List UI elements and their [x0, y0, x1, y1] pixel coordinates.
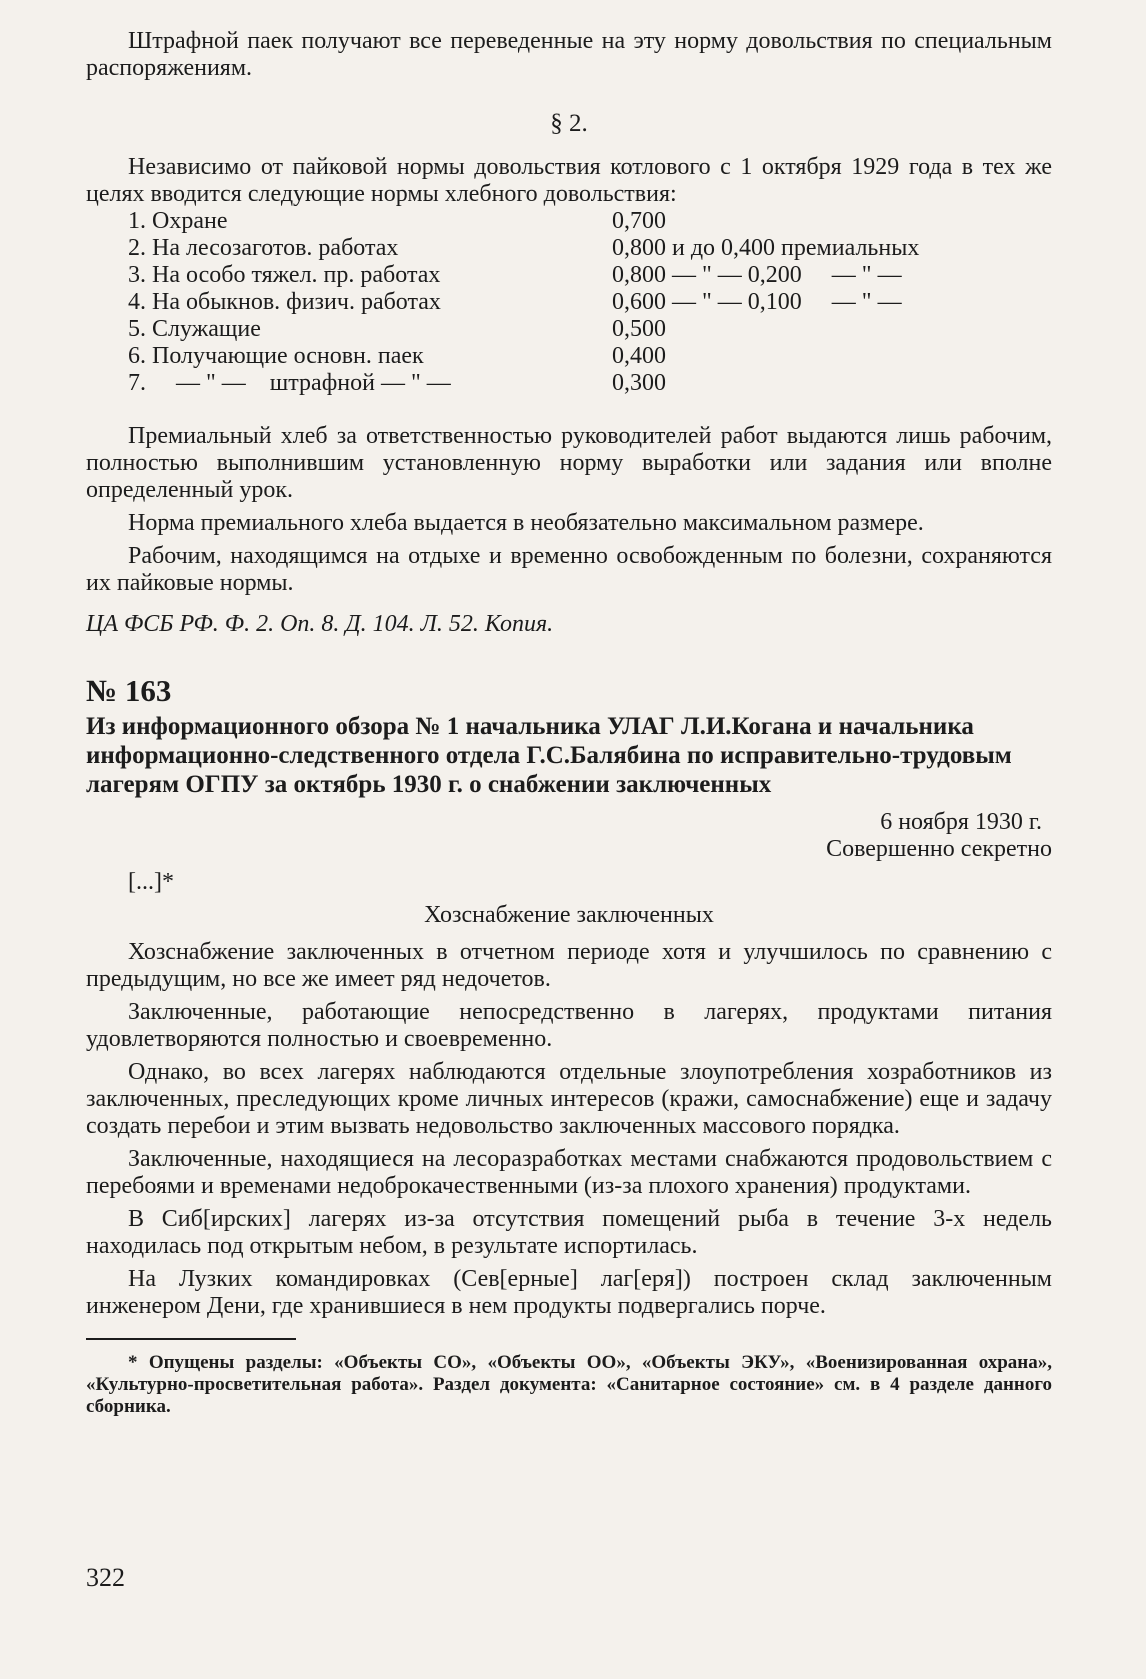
- norm-value: 0,500: [612, 316, 666, 342]
- norm-row: [128, 262, 919, 289]
- norm-row: [128, 370, 919, 397]
- page-number: 322: [86, 1563, 125, 1592]
- norm-label: 3. На особо тяжел. пр. работах: [128, 262, 441, 288]
- paragraph: Хозснабжение заключенных в отчетном периоде хотя и улучшилось по сравнению с предыдущим, но все же имеет ряд недочетов.: [86, 939, 1052, 992]
- paragraph: Норма премиального хлеба выдается в необязательно максимальном размере.: [128, 510, 924, 536]
- norm-label: 6. Получающие основн. паек: [128, 343, 424, 369]
- document-number: № 163: [86, 673, 172, 708]
- norm-value: 0,700: [612, 208, 666, 234]
- section-paragraph: Независимо от пайковой нормы довольствия котлового с 1 октября 1929 года в тех же целях вводится следующие нормы хлебного довольствия:: [86, 154, 1052, 207]
- norm-row: [128, 343, 919, 370]
- intro-paragraph: Штрафной паек получают все переведенные на эту норму довольствия по специальным распоряжениям.: [86, 28, 1052, 81]
- norm-row: [128, 208, 919, 235]
- norm-label: 4. На обыкнов. физич. работах: [128, 289, 441, 315]
- omission-mark: [...]*: [128, 869, 174, 895]
- document-title: Из информационного обзора № 1 начальника УЛАГ Л.И.Когана и начальника информационно-следственного отдела Г.С.Балябина по исправительно-трудовым лагерям ОГПУ за октябрь 1930 г. о снабжении заключенных: [86, 713, 1012, 798]
- norm-label: 7. — " — штрафной — " —: [128, 370, 451, 396]
- page-content: [86, 28, 1052, 1418]
- norm-value: 0,800 и до 0,400 премиальных: [612, 235, 920, 261]
- document-date: 6 ноября 1930 г.: [880, 809, 1042, 835]
- norm-label: 2. На лесозаготов. работах: [128, 235, 399, 261]
- footnote-divider: [86, 1338, 296, 1340]
- paragraph: Заключенные, находящиеся на лесоразработках местами снабжаются продовольствием с перебоями и временами недоброкачественными (из-за плохого хранения) продуктами.: [86, 1146, 1052, 1199]
- footnote: * Опущены разделы: «Объекты СО», «Объекты ОО», «Объекты ЭКУ», «Военизированная охрана», «Культурно-просветительная работа». Раздел документа: «Санитарное состояние» см. в 4 разделе данного сборника.: [86, 1352, 1052, 1417]
- norm-value: 0,400: [612, 343, 666, 369]
- norm-label: 1. Охране: [128, 208, 228, 234]
- paragraph: Рабочим, находящимся на отдыхе и временно освобожденным по болезни, сохраняются их пайковые нормы.: [86, 543, 1052, 596]
- norm-label: 5. Служащие: [128, 316, 261, 342]
- paragraph: Премиальный хлеб за ответственностью руководителей работ выдаются лишь рабочим, полностью выполнившим установленную норму выработки или задания или вполне определенный урок.: [86, 423, 1052, 503]
- secrecy-stamp: Совершенно секретно: [826, 836, 1052, 862]
- subheading: Хозснабжение заключенных: [424, 902, 714, 928]
- paragraph: В Сиб[ирских] лагерях из-за отсутствия помещений рыба в течение 3-х недель находилась под открытым небом, в результате испортилась.: [86, 1206, 1052, 1259]
- norm-value: 0,300: [612, 370, 666, 396]
- paragraph: На Лузких командировках (Сев[ерные] лаг[еря]) построен склад заключенным инженером Дени, где хранившиеся в нем продукты подвергались порче.: [86, 1266, 1052, 1319]
- paragraph: Однако, во всех лагерях наблюдаются отдельные злоупотребления хозработников из заключенных, преследующих кроме личных интересов (кражи, самоснабжение) еще и задачу создать перебои и этим вызвать недовольство заключенных массового порядка.: [86, 1059, 1052, 1139]
- norm-row: [128, 289, 919, 316]
- archive-source: ЦА ФСБ РФ. Ф. 2. Оп. 8. Д. 104. Л. 52. Копия.: [86, 611, 554, 637]
- paragraph: Заключенные, работающие непосредственно в лагерях, продуктами питания удовлетворяются полностью и своевременно.: [86, 999, 1052, 1052]
- norm-value: 0,600 — " — 0,100 — " —: [612, 289, 902, 315]
- section-mark: § 2.: [550, 110, 588, 137]
- norm-value: 0,800 — " — 0,200 — " —: [612, 262, 902, 288]
- norm-row: [128, 235, 919, 262]
- norm-row: [128, 316, 919, 343]
- bread-norms-table: [128, 208, 919, 397]
